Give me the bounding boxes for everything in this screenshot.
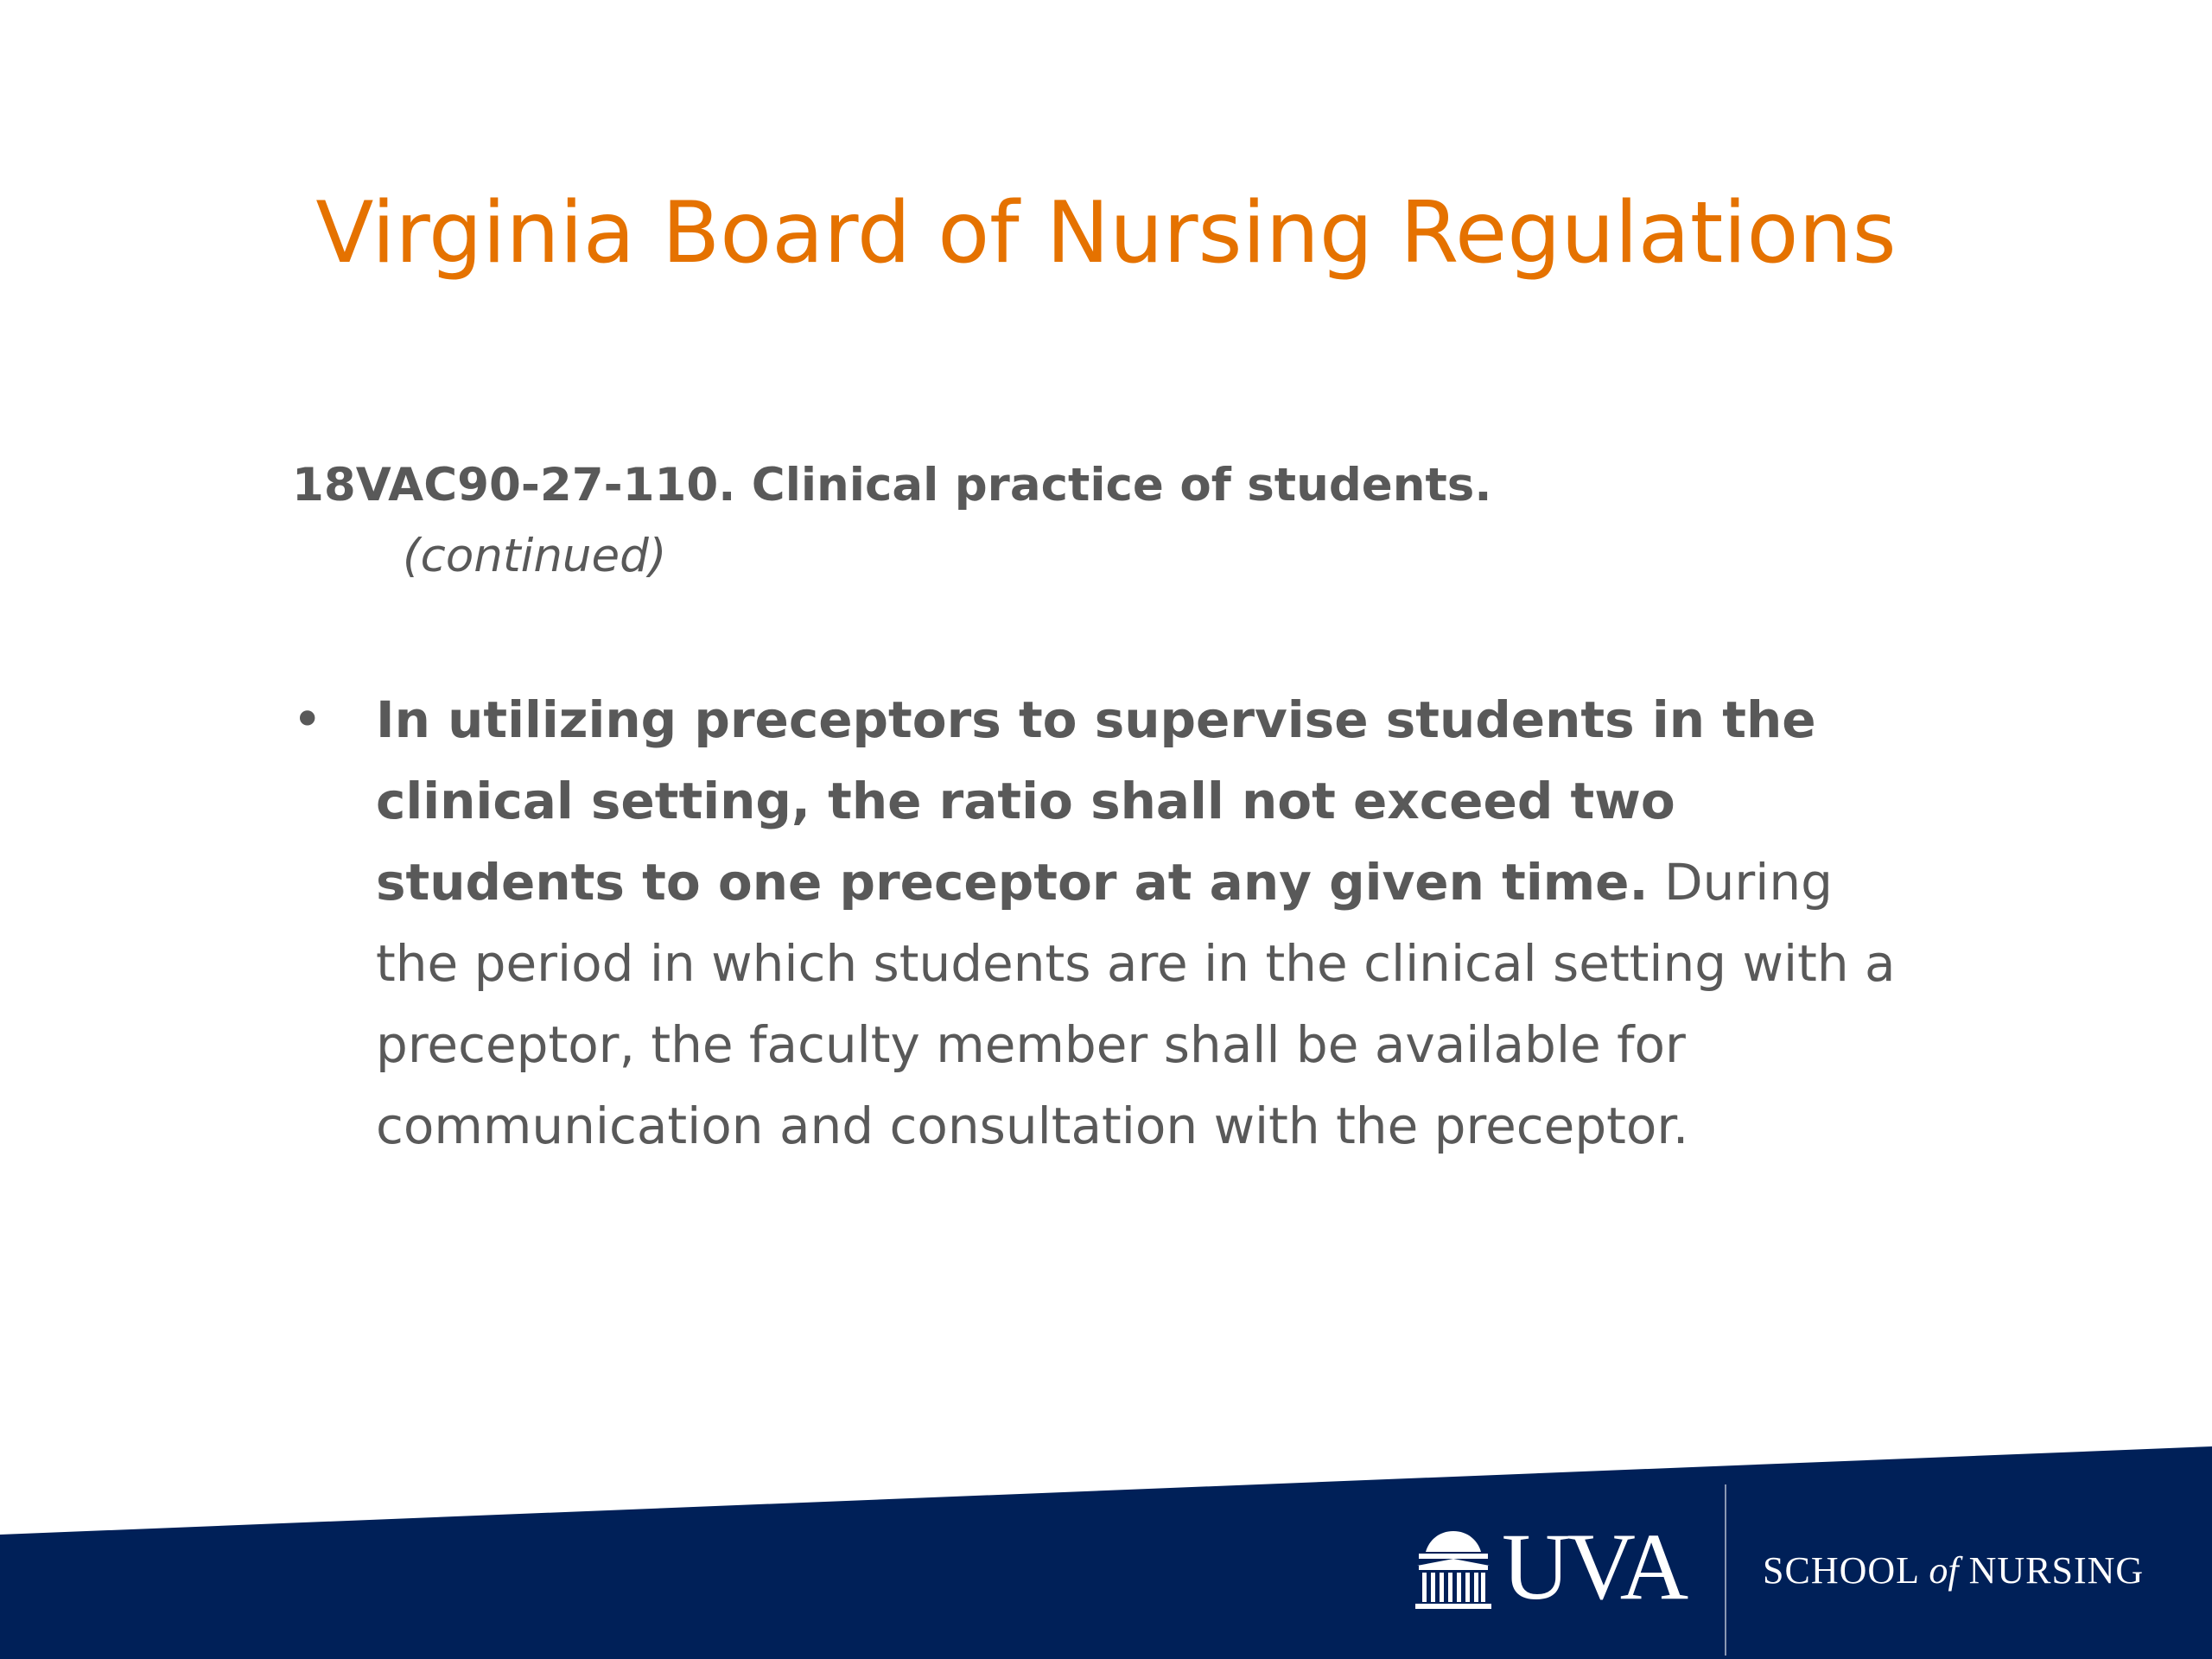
- footer-divider: [1725, 1484, 1726, 1656]
- bullet-marker: •: [292, 690, 323, 750]
- bullet-item: [292, 679, 1899, 1166]
- bullet-text: [376, 679, 1899, 1166]
- school-of-nursing-wordmark: [1763, 1549, 2145, 1592]
- bullet-regular-text: During the period in which students are in the clinical setting with a preceptor, the faculty member shall be available for communication and consultation with the preceptor.: [376, 853, 1896, 1155]
- rotunda-icon: [1414, 1528, 1493, 1614]
- bullet-bold-text: In utilizing preceptors to supervise students in the clinical setting, the ratio shall not exceed two students to one preceptor at any given time.: [376, 690, 1816, 912]
- of-word: of: [1929, 1549, 1959, 1592]
- regulation-heading: 18VAC90-27-110. Clinical practice of students.: [292, 459, 1492, 512]
- page-number: 8: [137, 1438, 167, 1492]
- footer-band: [0, 1434, 2212, 1659]
- uva-wordmark: UVA: [1502, 1514, 1686, 1619]
- regulation-subheading: (continued): [403, 530, 667, 582]
- school-word: SCHOOL: [1763, 1549, 1919, 1592]
- nursing-word: NURSING: [1968, 1549, 2145, 1592]
- slide-title: Virginia Board of Nursing Regulations: [315, 184, 1897, 283]
